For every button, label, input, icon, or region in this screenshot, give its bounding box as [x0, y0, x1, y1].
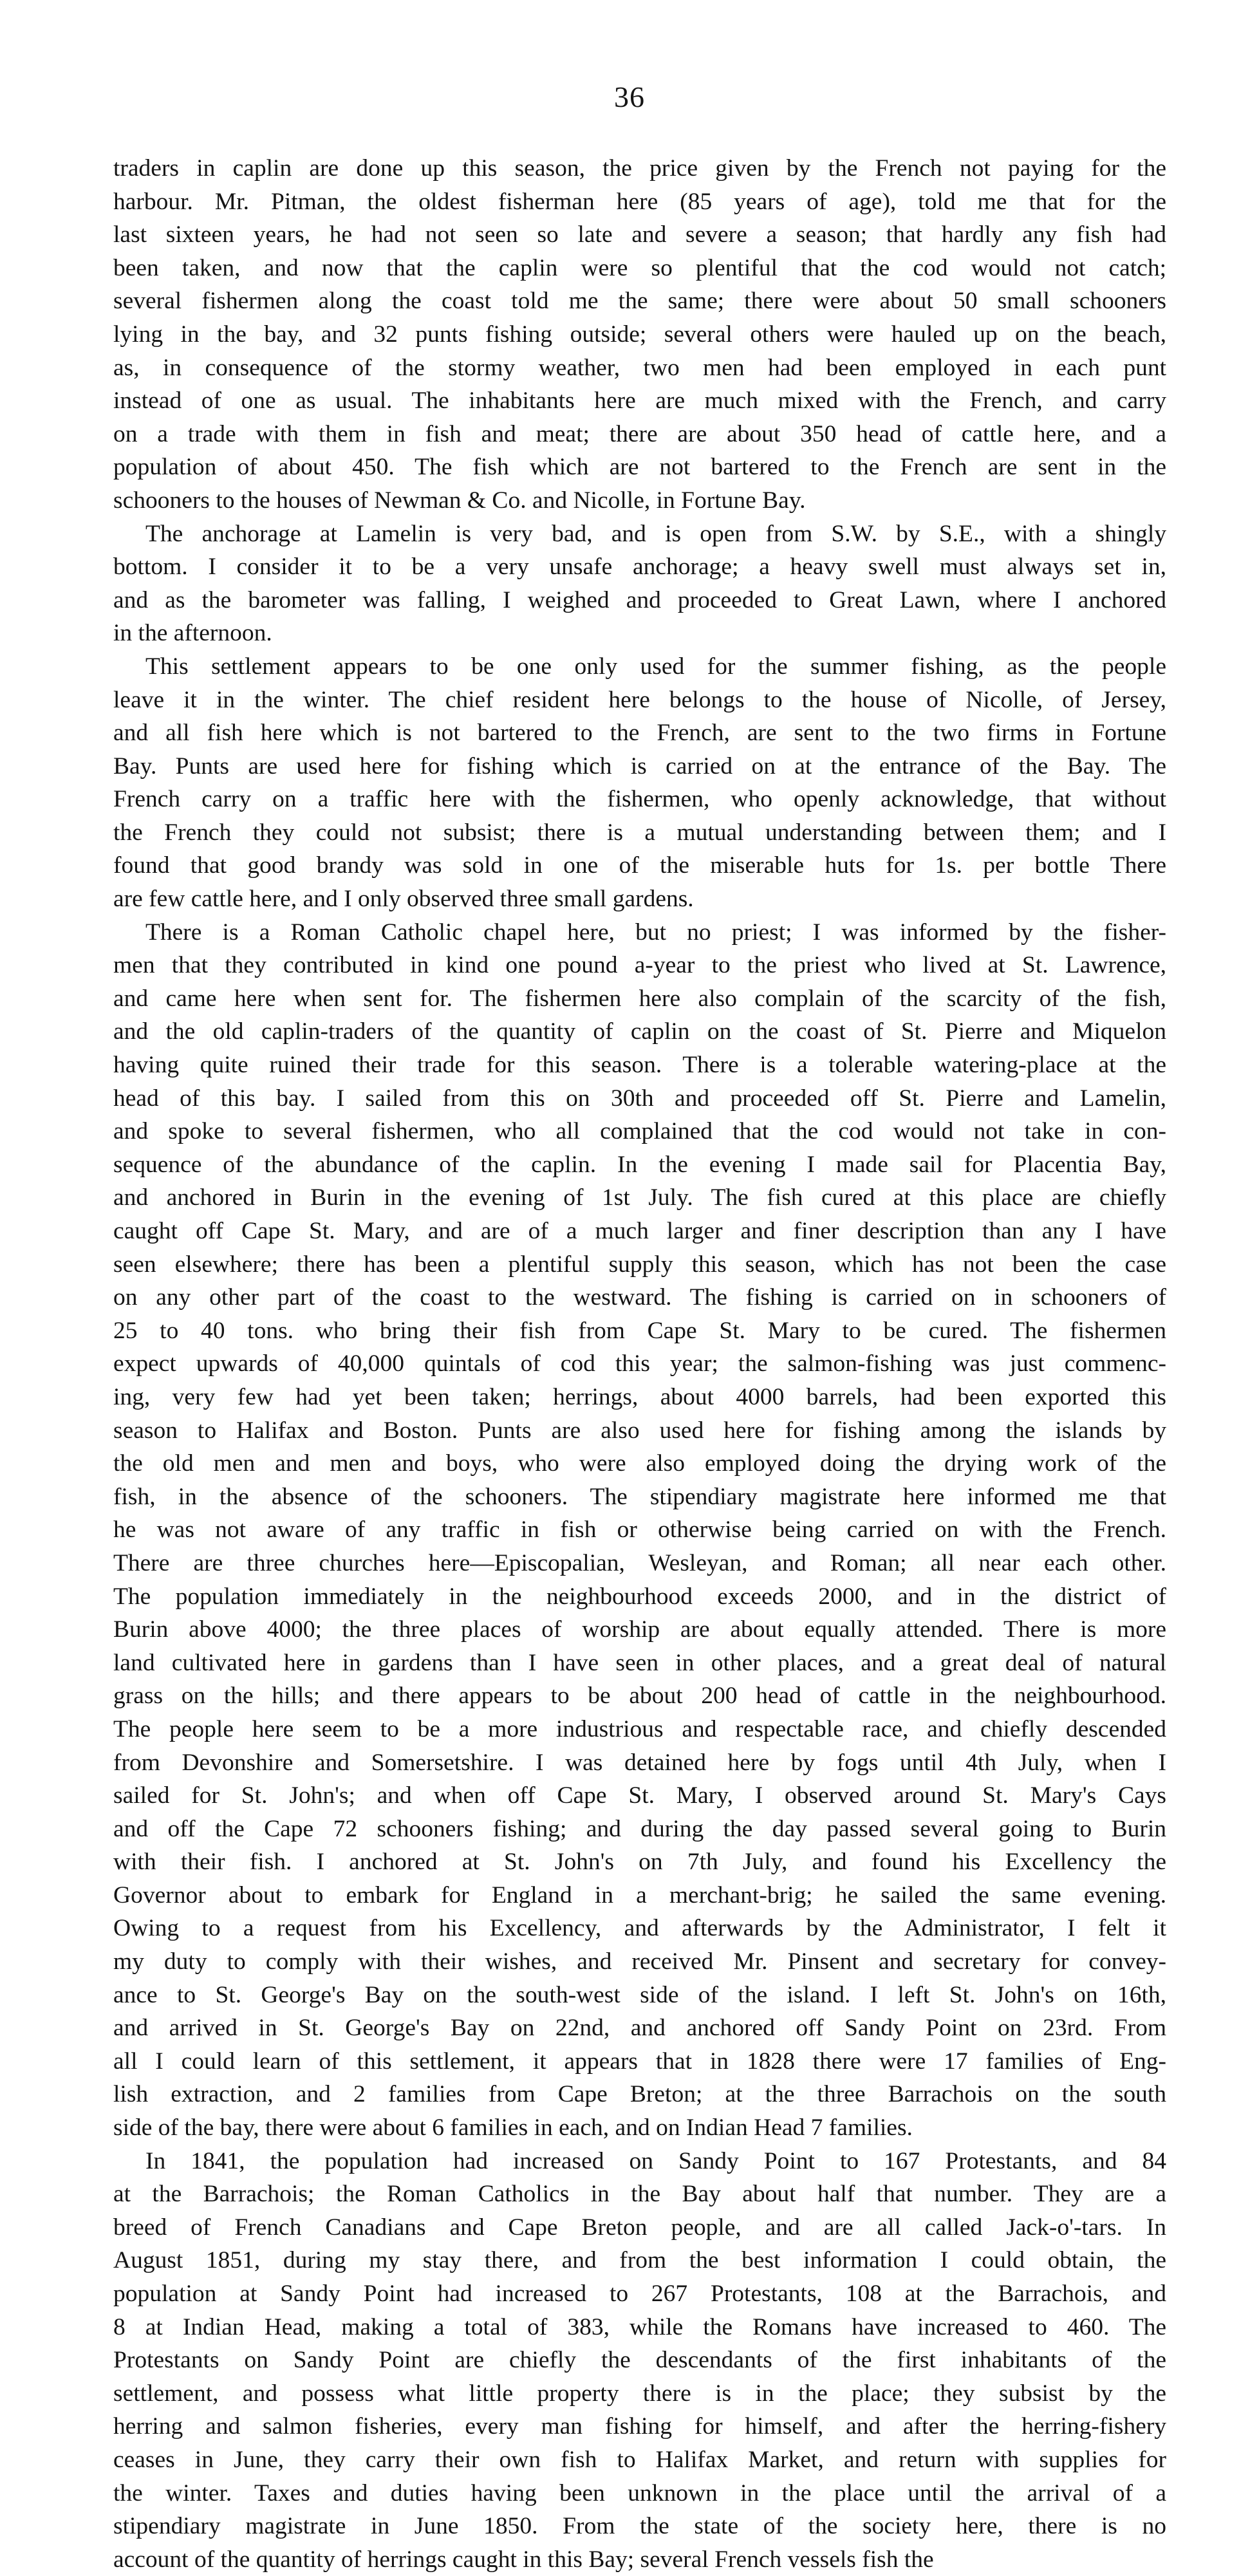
text-line: stipendiary magistrate in June 1850. From the state of the society here, there is no [113, 2513, 1166, 2540]
text-line: instead of one as usual. The inhabitants here are much mixed with the French, and carry [113, 387, 1166, 415]
text-line: The anchorage at Lamelin is very bad, and is open from S.W. by S.E., with a shingly [145, 520, 1166, 547]
text-line: last sixteen years, he had not seen so late and severe a season; that hardly any fish had [113, 221, 1166, 248]
text-line: having quite ruined their trade for this season. There is a tolerable watering-place at the [113, 1052, 1166, 1079]
text-line: seen elsewhere; there has been a plentiful supply this season, which has not been the case [113, 1251, 1166, 1278]
text-line: from Devonshire and Somersetshire. I was detained here by fogs until 4th July, when I [113, 1749, 1166, 1776]
text-line: several fishermen along the coast told me the same; there were about 50 small schooners [113, 288, 1166, 315]
text-line: population at Sandy Point had increased to 267 Protestants, 108 at the Barrachois, and [113, 2281, 1166, 2307]
text-line: land cultivated here in gardens than I have seen in other places, and a great deal of natural [113, 1649, 1166, 1676]
text-line: and came here when sent for. The fishermen here also complain of the scarcity of the fish, [113, 985, 1166, 1012]
text-line: on any other part of the coast to the westward. The fishing is carried on in schooners of [113, 1284, 1166, 1311]
text-line: side of the bay, there were about 6 families in each, and on Indian Head 7 families. [113, 2114, 913, 2142]
text-line: and the old caplin-traders of the quantity of caplin on the coast of St. Pierre and Miquelon [113, 1018, 1166, 1045]
text-line: fish, in the absence of the schooners. The stipendiary magistrate here informed me that [113, 1483, 1166, 1510]
text-line: 25 to 40 tons. who bring their fish from Cape St. Mary to be cured. The fishermen [113, 1317, 1166, 1344]
text-line: There are three churches here—Episcopalian, Wesleyan, and Roman; all near each other. [113, 1549, 1166, 1576]
text-line: population of about 450. The fish which are not bartered to the French are sent in the [113, 454, 1166, 481]
text-line: The population immediately in the neighbourhood exceeds 2000, and in the district of [113, 1583, 1166, 1610]
text-line: breed of French Canadians and Cape Breton people, and are all called Jack-o'-tars. In [113, 2214, 1166, 2241]
text-line: lish extraction, and 2 families from Cape Breton; at the three Barrachois on the south [113, 2081, 1166, 2108]
text-line: head of this bay. I sailed from this on 30th and proceeded off St. Pierre and Lamelin, [113, 1085, 1166, 1112]
text-line: the French they could not subsist; there is a mutual understanding between them; and I [113, 819, 1166, 846]
text-line: and off the Cape 72 schooners fishing; and during the day passed several going to Burin [113, 1815, 1166, 1842]
text-line: lying in the bay, and 32 punts fishing outside; several others were hauled up on the beach, [113, 321, 1166, 348]
text-line: ing, very few had yet been taken; herrings, about 4000 barrels, had been exported this [113, 1383, 1166, 1410]
text-line: 8 at Indian Head, making a total of 383, while the Romans have increased to 460. The [113, 2313, 1166, 2340]
text-line: bottom. I consider it to be a very unsafe anchorage; a heavy swell must always set in, [113, 554, 1166, 581]
text-line: sequence of the abundance of the caplin. In the evening I made sail for Placentia Bay, [113, 1151, 1166, 1178]
text-line: settlement, and possess what little property there is in the place; they subsist by the [113, 2380, 1166, 2407]
text-line: my duty to comply with their wishes, and received Mr. Pinsent and secretary for convey- [113, 1948, 1166, 1975]
text-line: traders in caplin are done up this season, the price given by the French not paying for the [113, 155, 1166, 182]
text-line: in the afternoon. [113, 620, 272, 647]
text-line: all I could learn of this settlement, it appears that in 1828 there were 17 families of Eng- [113, 2048, 1166, 2075]
text-line: the winter. Taxes and duties having been unknown in the place until the arrival of a [113, 2479, 1166, 2506]
paragraph [113, 518, 1166, 650]
text-line: are few cattle here, and I only observed three small gardens. [113, 886, 694, 913]
text-line: and anchored in Burin in the evening of 1st July. The fish cured at this place are chiefly [113, 1184, 1166, 1211]
text-line: ance to St. George's Bay on the south-west side of the island. I left St. John's on 16th, [113, 1981, 1166, 2008]
text-line: herring and salmon fisheries, every man fishing for himself, and after the herring-fishery [113, 2413, 1166, 2440]
text-line: men that they contributed in kind one pound a-year to the priest who lived at St. Lawrence, [113, 952, 1166, 979]
text-line: the old men and men and boys, who were also employed doing the drying work of the [113, 1450, 1166, 1477]
text-line: account of the quantity of herrings caught in this Bay; several French vessels fish the [113, 2546, 934, 2573]
text-line: Bay. Punts are used here for fishing which is carried on at the entrance of the Bay. The [113, 752, 1166, 779]
text-line: sailed for St. John's; and when off Cape St. Mary, I observed around St. Mary's Cays [113, 1782, 1166, 1809]
paragraph [113, 916, 1166, 2145]
text-line: In 1841, the population had increased on Sandy Point to 167 Protestants, and 84 [145, 2147, 1166, 2174]
text-line: and spoke to several fishermen, who all complained that the cod would not take in con- [113, 1118, 1166, 1145]
text-line: August 1851, during my stay there, and from the best information I could obtain, the [113, 2247, 1166, 2274]
text-line: Governor about to embark for England in a merchant-brig; he sailed the same evening. [113, 1881, 1166, 1909]
text-line: as, in consequence of the stormy weather, two men had been employed in each punt [113, 354, 1166, 381]
text-line: and as the barometer was falling, I weighed and proceeded to Great Lawn, where I anchored [113, 586, 1166, 613]
text-line: season to Halifax and Boston. Punts are also used here for fishing among the islands by [113, 1417, 1166, 1444]
text-line: Protestants on Sandy Point are chiefly the descendants of the first inhabitants of the [113, 2347, 1166, 2374]
text-line: harbour. Mr. Pitman, the oldest fisherman here (85 years of age), told me that for the [113, 188, 1166, 215]
text-line: There is a Roman Catholic chapel here, but no priest; I was informed by the fisher- [145, 919, 1166, 946]
text-line: French carry on a traffic here with the fishermen, who openly acknowledge, that without [113, 786, 1166, 813]
text-line: and all fish here which is not bartered to the French, are sent to the two firms in Fortune [113, 720, 1166, 747]
text-line: with their fish. I anchored at St. John's on 7th July, and found his Excellency the [113, 1849, 1166, 1876]
paragraph [113, 650, 1166, 916]
text-line: This settlement appears to be one only used for the summer fishing, as the people [145, 653, 1166, 680]
text-line: Owing to a request from his Excellency, and afterwards by the Administrator, I felt it [113, 1915, 1166, 1942]
body-text [113, 152, 1166, 2576]
text-line: ceases in June, they carry their own fish to Halifax Market, and return with supplies for [113, 2446, 1166, 2473]
text-line: found that good brandy was sold in one of the miserable huts for 1s. per bottle There [113, 852, 1166, 879]
text-line: caught off Cape St. Mary, and are of a much larger and finer description than any I have [113, 1218, 1166, 1244]
text-line: leave it in the winter. The chief resident here belongs to the house of Nicolle, of Jersey, [113, 686, 1166, 713]
text-line: expect upwards of 40,000 quintals of cod this year; the salmon-fishing was just commenc- [113, 1350, 1166, 1377]
text-line: grass on the hills; and there appears to be about 200 head of cattle in the neighbourhood. [113, 1683, 1166, 1710]
paragraph [113, 152, 1166, 518]
text-line: he was not aware of any traffic in fish or otherwise being carried on with the French. [113, 1517, 1166, 1544]
page-number: 36 [614, 80, 645, 113]
text-line: Burin above 4000; the three places of worship are about equally attended. There is more [113, 1616, 1166, 1643]
text-line: The people here seem to be a more industrious and respectable race, and chiefly descended [113, 1715, 1166, 1742]
paragraph [113, 2145, 1166, 2576]
text-line: schooners to the houses of Newman & Co. and Nicolle, in Fortune Bay. [113, 487, 806, 514]
text-line: at the Barrachois; the Roman Catholics in the Bay about half that number. They are a [113, 2181, 1166, 2208]
text-line: and arrived in St. George's Bay on 22nd, and anchored off Sandy Point on 23rd. From [113, 2015, 1166, 2042]
text-line: been taken, and now that the caplin were so plentiful that the cod would not catch; [113, 254, 1166, 281]
text-line: on a trade with them in fish and meat; there are about 350 head of cattle here, and a [113, 420, 1166, 447]
